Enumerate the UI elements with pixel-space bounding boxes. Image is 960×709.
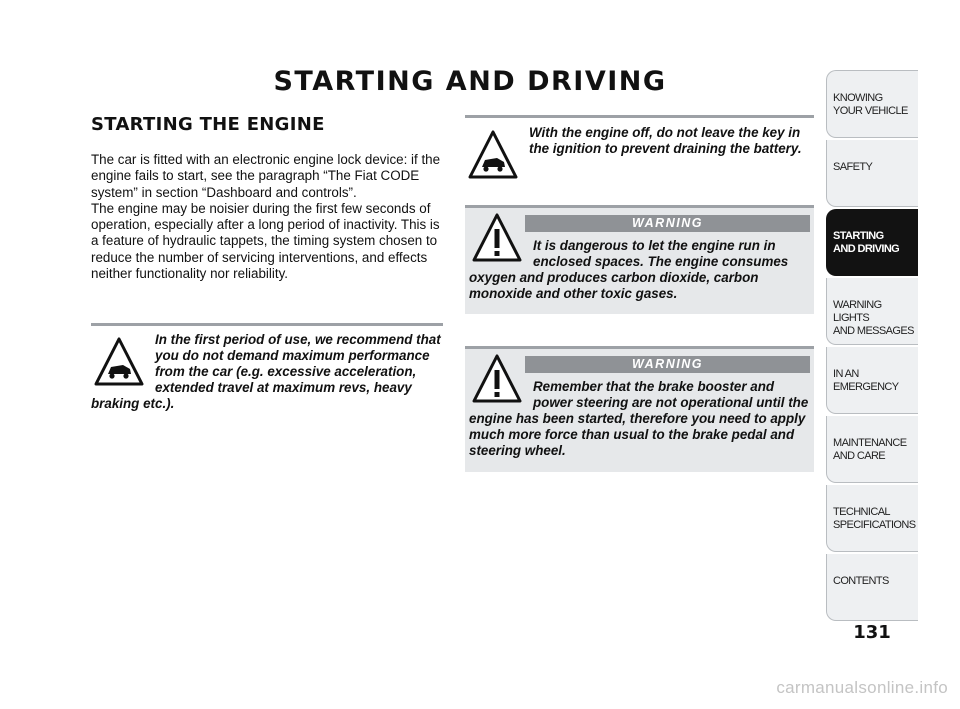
tab-label: CONTENTS [833, 575, 889, 587]
warning-label: WARNING [525, 215, 810, 232]
tab-label: KNOWING YOUR VEHICLE [833, 92, 908, 117]
tab-label: MAINTENANCE AND CARE [833, 437, 907, 462]
car-caution-icon [93, 336, 145, 388]
car-caution-icon [467, 129, 519, 181]
tab-label: IN AN EMERGENCY [833, 368, 899, 393]
tab-contents[interactable] [826, 554, 918, 621]
tab-safety[interactable] [826, 140, 918, 207]
chapter-sidebar [826, 70, 918, 623]
note-key-ignition-text: With the engine off, do not leave the key in the ignition to prevent draining the battery. [529, 125, 802, 156]
tab-label: TECHNICAL SPECIFICATIONS [833, 506, 916, 531]
note-key-ignition [465, 115, 814, 187]
watermark: carmanualsonline.info [776, 678, 948, 697]
page-title: STARTING AND DRIVING [273, 66, 667, 97]
warning-brake-booster [465, 346, 814, 472]
tab-label: STARTING AND DRIVING [833, 230, 900, 255]
tab-technical-specifications[interactable] [826, 485, 918, 552]
tab-maintenance-and-care[interactable] [826, 416, 918, 483]
warning-triangle-icon [471, 212, 523, 264]
tab-label: SAFETY [833, 161, 873, 173]
warning-triangle-icon [471, 353, 523, 405]
warning-enclosed-spaces [465, 205, 814, 314]
body-text [91, 152, 443, 282]
note-first-use [91, 323, 443, 454]
tab-in-an-emergency[interactable] [826, 347, 918, 414]
note-first-use-text: In the first period of use, we recommend that you do not demand maximum performance from the car (e.g. excessive acceleration, extended travel at maximum revs, heavy braking etc.). [91, 332, 441, 411]
warning-label: WARNING [525, 356, 810, 373]
warning-brake-booster-text: Remember that the brake booster and power steering are not operational until the engine has been started, therefore you need to apply much more force than usual to the brake pedal and steering wheel. [469, 379, 809, 458]
tab-warning-lights-and-messages[interactable] [826, 278, 918, 345]
section-heading: STARTING THE ENGINE [91, 114, 325, 135]
paragraph-fiat-code: The car is fitted with an electronic engine lock device: if the engine fails to start, see the paragraph “The Fiat CODE system” in section “Dashboard and controls”. [91, 152, 441, 200]
tab-knowing-your-vehicle[interactable] [826, 70, 918, 138]
page-number: 131 [853, 622, 891, 643]
paragraph-engine-noise: The engine may be noisier during the first few seconds of operation, especially after a long period of inactivity. This is a feature of hydraulic tappets, the timing system chosen to reduce the number of servicing interventions, and effects neither functionality nor reliability. [91, 200, 440, 282]
tab-label: WARNING LIGHTS AND MESSAGES [833, 299, 914, 337]
warning-enclosed-spaces-text: It is dangerous to let the engine run in enclosed spaces. The engine consumes oxygen and produces carbon dioxide, carbon monoxide and other toxic gases. [469, 238, 789, 301]
tab-starting-and-driving[interactable] [826, 209, 918, 276]
